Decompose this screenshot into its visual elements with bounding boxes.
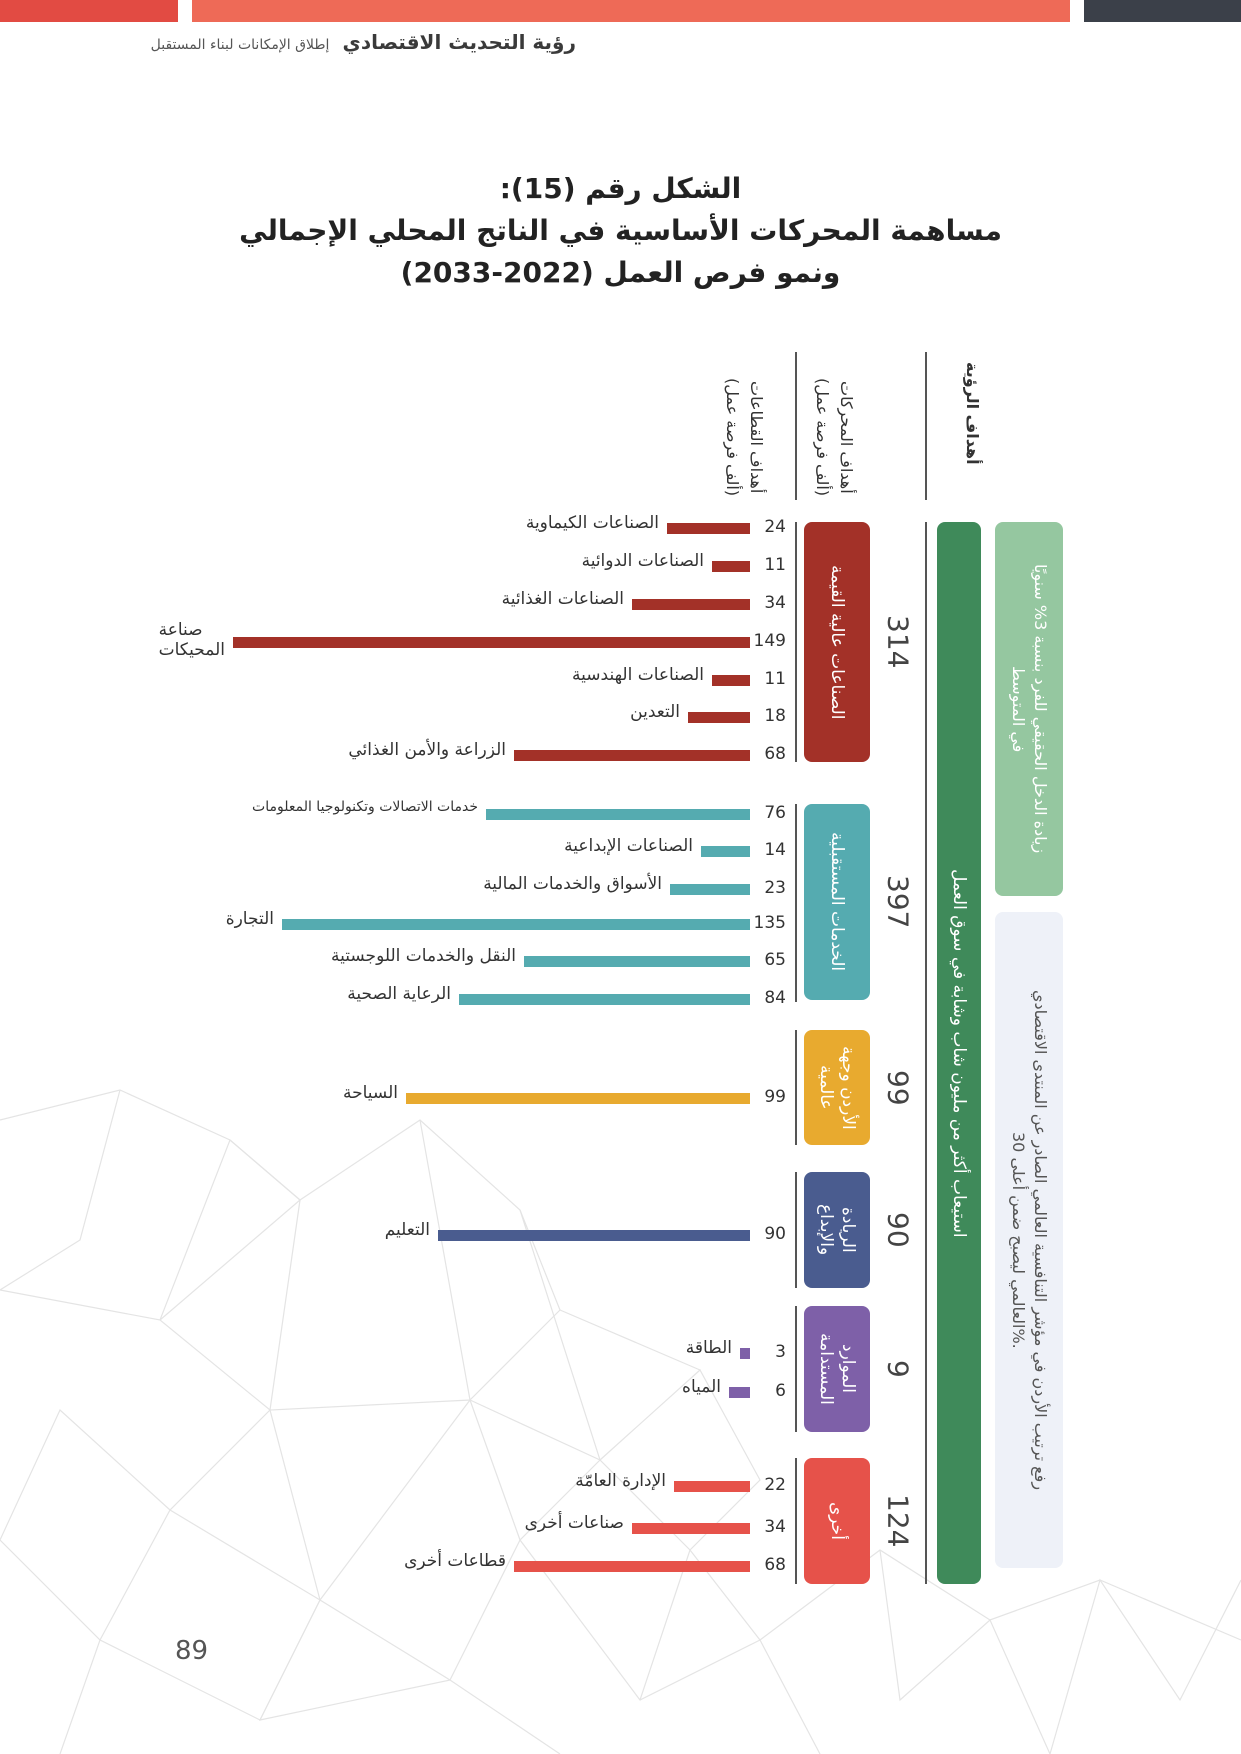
sector-value: 99 <box>764 1087 786 1107</box>
sector-label: الإدارة العامّة <box>575 1471 666 1491</box>
sectors-header-divider <box>795 352 797 500</box>
sector-label: قطاعات أخرى <box>404 1551 506 1571</box>
driver-total: 314 <box>881 615 915 669</box>
sector-bar <box>486 809 750 820</box>
sector-value: 34 <box>764 593 786 613</box>
figure-title-line-3: ونمو فرص العمل (2022-2033) <box>400 256 841 289</box>
sector-bar <box>438 1230 750 1241</box>
sector-bar <box>688 712 750 723</box>
figure-title-line-1: الشكل رقم (15): <box>499 172 742 205</box>
sector-bar <box>632 1523 750 1534</box>
sectors-column-header: أهداف القطاعات (ألف فرصة عمل) <box>723 377 766 497</box>
group-divider <box>795 522 797 762</box>
group-divider <box>795 1306 797 1432</box>
vision-divider <box>925 522 927 1584</box>
sector-label: الصناعات الدوائية <box>581 551 704 571</box>
sector-bar <box>667 523 750 534</box>
group-divider <box>795 1172 797 1288</box>
page-header <box>151 30 576 54</box>
category-box: الصناعات عالية القيمة <box>804 522 870 762</box>
sector-label: التعليم <box>384 1220 430 1240</box>
sector-label: السياحة <box>342 1083 398 1103</box>
sector-value: 3 <box>775 1342 786 1362</box>
sector-label: الصناعات الكيماوية <box>525 513 659 533</box>
employment-goal-box <box>937 522 981 1584</box>
sector-bar <box>674 1481 750 1492</box>
sector-bar <box>406 1093 750 1104</box>
sector-label: الأسواق والخدمات المالية <box>483 874 662 894</box>
top-bar-coral <box>192 0 1070 22</box>
sector-value: 76 <box>764 803 786 823</box>
sector-bar <box>701 846 750 857</box>
sector-label: الطاقة <box>685 1338 732 1358</box>
sector-bar <box>524 956 750 967</box>
sector-bar <box>632 599 750 610</box>
income-goal-box <box>995 522 1063 896</box>
top-bar-dark <box>1084 0 1241 22</box>
sector-value: 84 <box>764 988 786 1008</box>
sector-value: 14 <box>764 840 786 860</box>
sector-value: 34 <box>764 1517 786 1537</box>
sector-value: 11 <box>764 555 786 575</box>
group-divider <box>795 804 797 1002</box>
group-divider <box>795 1030 797 1145</box>
category-box: الريادة والإبداع <box>804 1172 870 1288</box>
sector-label: خدمات الاتصالات وتكنولوجيا المعلومات <box>252 799 478 815</box>
sector-bar <box>233 637 750 648</box>
sector-label: الصناعات الإبداعية <box>564 836 693 856</box>
category-box: الخدمات المستقبلية <box>804 804 870 1000</box>
sector-label: الرعاية الصحية <box>347 984 451 1004</box>
sector-label: الزراعة والأمن الغذائي <box>348 740 506 760</box>
driver-total: 90 <box>881 1212 915 1248</box>
sector-label: التعدين <box>630 702 680 722</box>
driver-total: 9 <box>881 1360 915 1378</box>
driver-total: 124 <box>881 1494 915 1548</box>
income-goal-text: زيادة الدخل الحقيقي للفرد بنسبة 3% سنويًا في المتوسط <box>1009 564 1050 854</box>
sector-label: الصناعات الهندسية <box>572 665 704 685</box>
sector-bar <box>514 750 750 761</box>
vision-column-header: أهداف الرؤية <box>963 361 982 465</box>
category-box: أخرى <box>804 1458 870 1584</box>
competitiveness-goal-text: رفع ترتيب الأردن في مؤشر التنافسية العالمي الصادر عن المنتدى الاقتصادي العالمي ليصبح ضمن أعلى 30%. <box>1009 989 1050 1491</box>
drivers-header-divider <box>925 352 927 500</box>
top-bar-red <box>0 0 178 22</box>
sector-bar <box>459 994 750 1005</box>
sector-value: 6 <box>775 1381 786 1401</box>
sector-value: 18 <box>764 706 786 726</box>
driver-total: 99 <box>881 1069 915 1106</box>
employment-goal-text: استيعاب أكثر من مليون شاب وشابة في سوق العمل <box>949 868 969 1238</box>
category-box: الأردن وجهة عالمية <box>804 1030 870 1145</box>
sector-bar <box>514 1561 750 1572</box>
sector-label: صناعة المحيكات <box>158 620 225 660</box>
category-box: الموارد المستدامة <box>804 1306 870 1432</box>
brand-tagline: إطلاق الإمكانات لبناء المستقبل <box>150 37 330 53</box>
drivers-column-header: أهداف المحركات (ألف فرصة عمل) <box>813 377 856 497</box>
sector-value: 11 <box>764 669 786 689</box>
sector-value: 90 <box>764 1224 786 1244</box>
sector-value: 65 <box>764 950 786 970</box>
sector-value: 22 <box>764 1475 786 1495</box>
sector-label: المياه <box>682 1377 721 1397</box>
sector-value: 68 <box>764 1555 786 1575</box>
sector-bar <box>282 919 750 930</box>
sector-value: 68 <box>764 744 786 764</box>
sector-value: 135 <box>753 913 786 933</box>
sector-value: 23 <box>764 878 786 898</box>
sector-label: النقل والخدمات اللوجستية <box>331 946 516 966</box>
competitiveness-goal-box <box>995 912 1063 1568</box>
figure-title <box>0 168 1241 294</box>
sector-value: 149 <box>753 631 786 651</box>
sector-label: التجارة <box>225 909 274 929</box>
sector-label: صناعات أخرى <box>524 1513 624 1533</box>
brand-title: رؤية التحديث الاقتصادي <box>342 30 576 54</box>
figure-title-line-2: مساهمة المحركات الأساسية في الناتج المحلي الإجمالي <box>239 214 1002 247</box>
page-number: 89 <box>175 1636 209 1666</box>
driver-total: 397 <box>881 875 915 929</box>
sector-value: 24 <box>764 517 786 537</box>
sector-label: الصناعات الغذائية <box>501 589 624 609</box>
sector-bar <box>670 884 750 895</box>
group-divider <box>795 1458 797 1584</box>
